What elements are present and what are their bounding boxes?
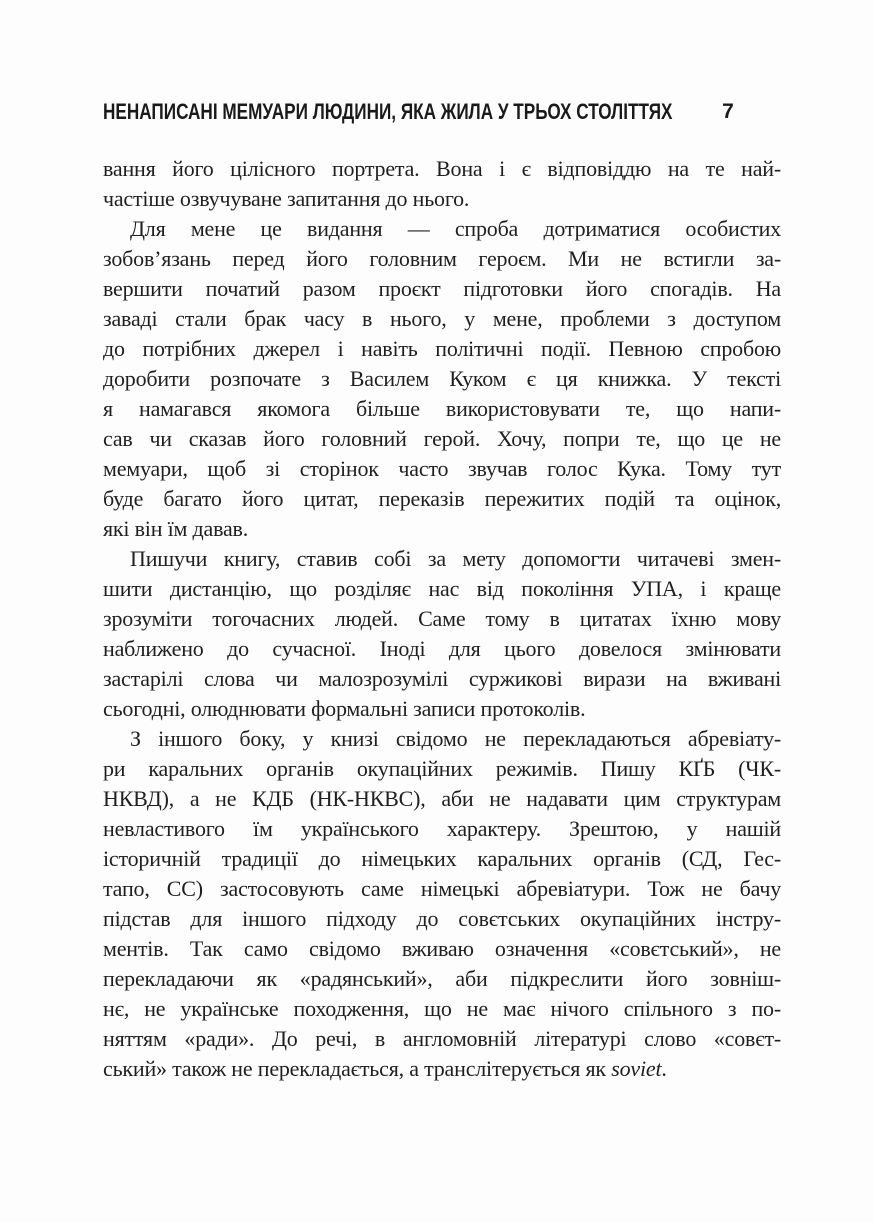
text-line: підстав для іншого підходу до совєтських окупаційних інстру- <box>103 906 781 931</box>
text-line: Пишучи книгу, ставив собі за мету допомогти читачеві змен- <box>130 546 781 571</box>
page-number: 7 <box>722 100 734 123</box>
text-line: невластивого їм українського характеру. Зрештою, у нашій <box>103 816 781 841</box>
text-line: вання його цілісного портрета. Вона і є відповіддю на те най- <box>103 156 781 181</box>
text-line: шити дистанцію, що розділяє нас від покоління УПА, і краще <box>103 576 781 601</box>
text-line: наближено до сучасної. Іноді для цього довелося змінювати <box>103 636 781 661</box>
paragraph <box>103 214 781 544</box>
text-line: буде багато його цитат, переказів пережитих подій та оцінок, <box>103 486 781 511</box>
text-line: З іншого боку, у книзі свідомо не перекладаються абревіату- <box>130 726 781 751</box>
text-line: застарілі слова чи малозрозумілі суржикові вирази на вживані <box>103 666 781 691</box>
text-line: сьогодні, олюднювати формальні записи протоколів. <box>103 696 586 721</box>
text-line: я намагався якомога більше використовувати те, що напи- <box>103 396 781 421</box>
text-line: сав чи сказав його головний герой. Хочу, попри те, що це не <box>103 426 781 451</box>
text-line: зобов’язань перед його головним героєм. Ми не встигли за- <box>103 246 781 271</box>
text-line: ський» також не перекладається, а транслітерується як soviet. <box>103 1056 667 1081</box>
paragraph <box>103 154 781 214</box>
text-line: тапо, СС) застосовують саме німецькі абревіатури. Тож не бачу <box>103 876 781 901</box>
text-line: няттям «ради». До речі, в англомовній літературі слово «совєт- <box>103 1026 781 1051</box>
running-title: НЕНАПИСАНІ МЕМУАРИ ЛЮДИНИ, ЯКА ЖИЛА У ТРЬОХ СТОЛІТТЯХ <box>103 99 673 124</box>
text-line: вершити початий разом проєкт підготовки його спогадів. На <box>103 276 781 301</box>
text-line: частіше озвучуване запитання до нього. <box>103 186 470 211</box>
paragraph <box>103 724 781 1084</box>
page-header <box>103 100 874 124</box>
text-line: зрозуміти тогочасних людей. Саме тому в цитатах їхню мову <box>103 606 781 631</box>
text-line: НКВД), а не КДБ (НК-НКВС), аби не надавати цим структурам <box>103 786 781 811</box>
text-line: заваді стали брак часу в нього, у мене, проблеми з доступом <box>103 306 781 331</box>
text-line: ментів. Так само свідомо вживаю означення «совєтський», не <box>103 936 781 961</box>
text-line: мемуари, щоб зі сторінок часто звучав голос Кука. Тому тут <box>103 456 781 481</box>
text-line: до потрібних джерел і навіть політичні події. Певною спробою <box>103 336 781 361</box>
text-line: нє, не українське походження, що не має нічого спільного з по- <box>103 996 781 1021</box>
paragraph <box>103 544 781 724</box>
text-line: Для мене це видання — спроба дотриматися особистих <box>130 216 781 241</box>
text-line: доробити розпочате з Василем Куком є ця книжка. У тексті <box>103 366 781 391</box>
body-text <box>103 154 781 1084</box>
text-line: які він їм давав. <box>103 516 249 541</box>
text-line: історичній традиції до німецьких каральних органів (СД, Гес- <box>103 846 781 871</box>
text-line: перекладаючи як «радянський», аби підкреслити його зовніш- <box>103 966 781 991</box>
text-line: ри каральних органів окупаційних режимів. Пишу КҐБ (ЧК- <box>103 756 781 781</box>
